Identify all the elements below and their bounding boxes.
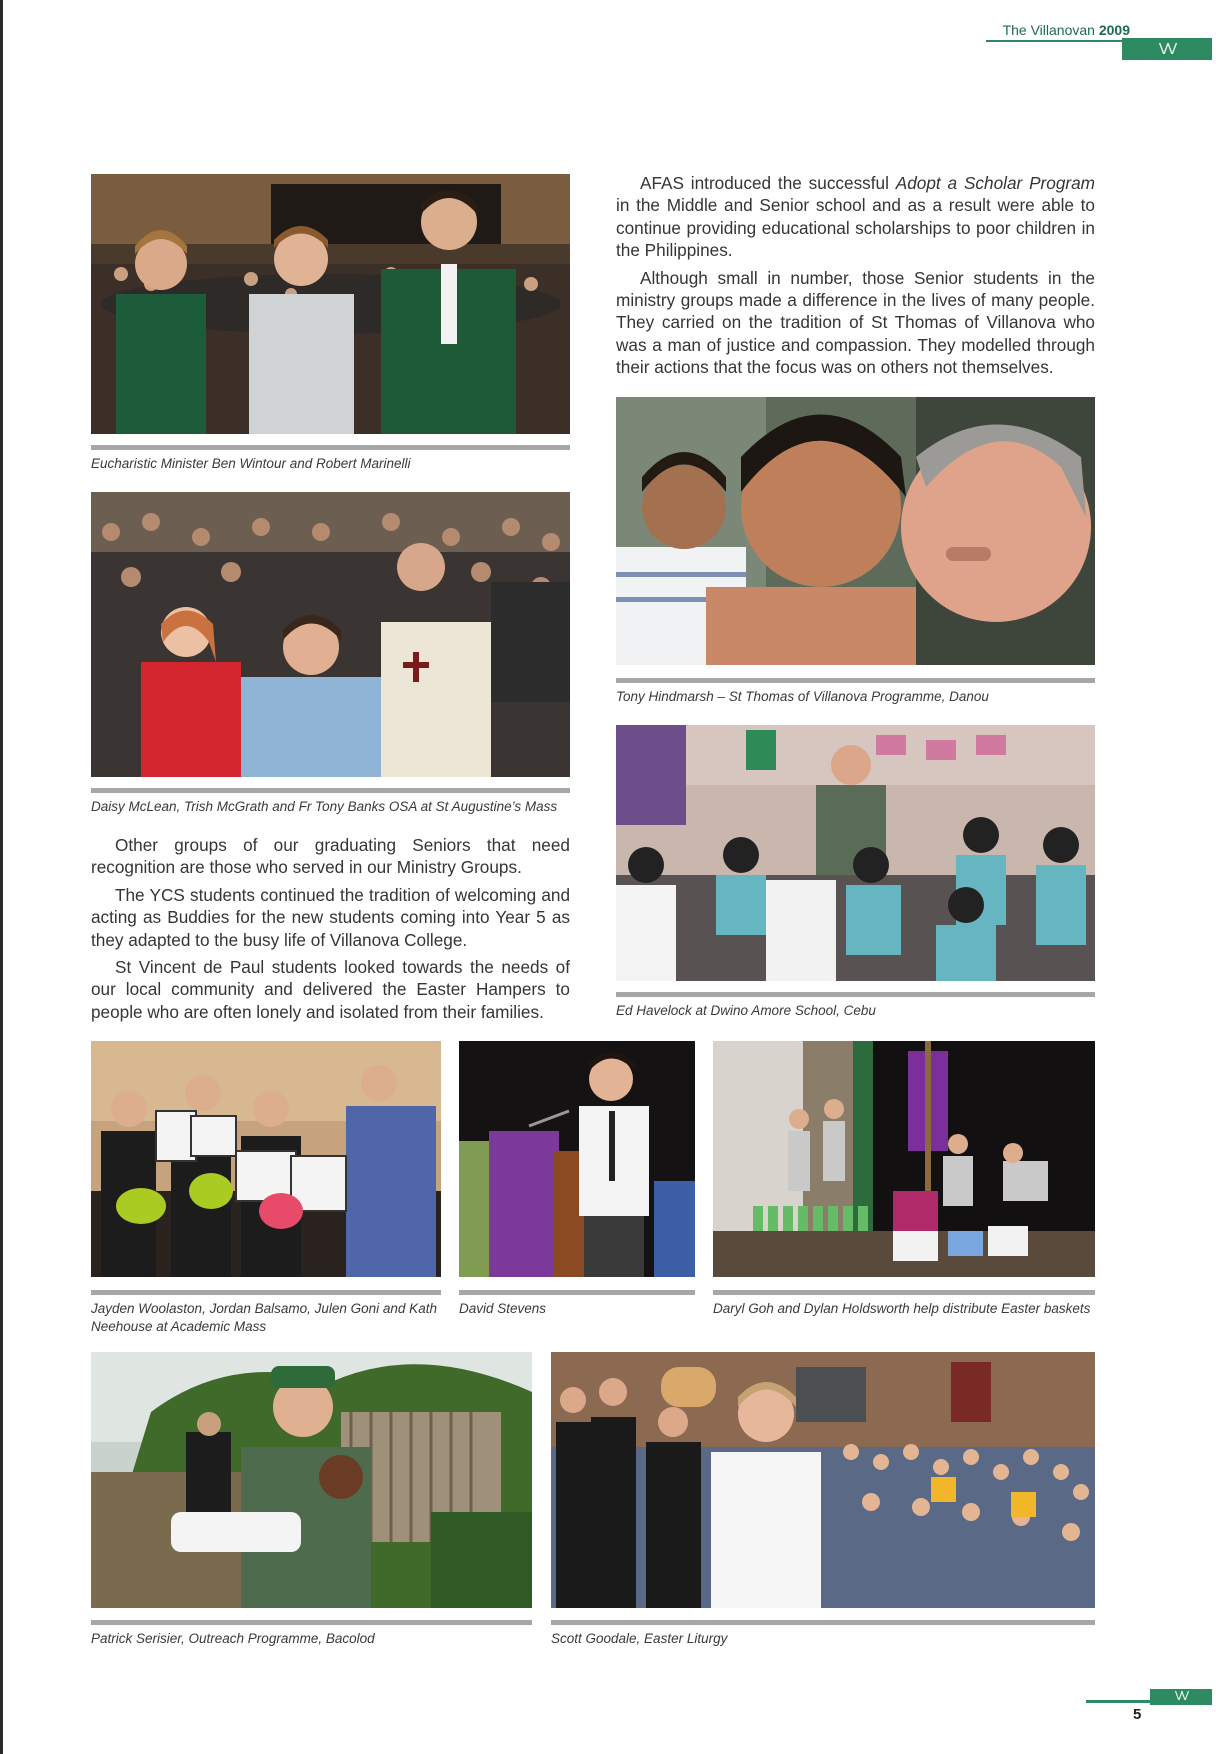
caption-patrick: Patrick Serisier, Outreach Programme, Bacolod [91,1631,375,1646]
photo-david-stevens [459,1041,695,1277]
header-rule [986,40,1130,42]
caption-rule [91,445,570,450]
caption-daisy: Daisy McLean, Trish McGrath and Fr Tony Banks OSA at St Augustine’s Mass [91,799,558,814]
photo-easter-baskets [713,1041,1095,1277]
page-header [986,22,1216,62]
paragraph: Other groups of our graduating Seniors that need recognition are those who served in our Ministry Groups. [91,835,570,878]
caption-rule [616,678,1095,683]
photo-ed-havelock [616,725,1095,981]
footer-rule [1086,1700,1150,1703]
caption-rule [616,992,1095,997]
paragraph-adopt-a-scholar: AFAS introduced the successful Adopt a Scholar Program in the Middle and Senior school and as a result were able to continue providing educational scholarships to poor children in the Philippines. [616,173,1095,261]
caption-rule [91,1290,441,1295]
caption-tony: Tony Hindmarsh – St Thomas of Villanova Programme, Danou [616,689,989,704]
villanova-logo: VV [1174,1689,1188,1703]
caption-rule [91,1620,532,1625]
caption-rule [713,1290,1095,1295]
publication-name: The Villanovan [1002,22,1095,38]
photo-academic-mass [91,1041,441,1277]
right-text-column [616,172,1095,384]
caption-david: David Stevens [459,1301,547,1316]
photo-tony-hindmarsh [616,397,1095,665]
caption-eucharistic: Eucharistic Minister Ben Wintour and Robert Marinelli [91,456,411,471]
photo-scott-goodale [551,1352,1095,1608]
page-edge [0,0,3,1754]
caption-ed: Ed Havelock at Dwino Amore School, Cebu [616,1003,876,1018]
photo-eucharistic-ministers [91,174,570,434]
paragraph: St Vincent de Paul students looked towards the needs of our local community and delivered the Easter Hampers to people who are often lonely and isolated from their families. [91,957,570,1022]
program-name: Adopt a Scholar Program [895,173,1095,193]
villanova-logo: VV [1158,40,1176,58]
footer-logo-block [1150,1689,1212,1705]
caption-daryl: Daryl Goh and Dylan Holdsworth help distribute Easter baskets [713,1301,1091,1316]
header-logo-block [1122,38,1212,60]
caption-rule [551,1620,1095,1625]
left-text-column [91,834,570,1028]
photo-st-augustines-mass [91,492,570,777]
publication-year: 2009 [1098,22,1130,38]
paragraph: Although small in number, those Senior students in the ministry groups made a difference in the lives of many people. They carried on the tradition of St Thomas of Villanova who was a man of justice and compassion. They modelled through their actions that the focus was on others not themselves. [616,267,1095,378]
caption-jayden: Jayden Woolaston, Jordan Balsamo, Julen Goni and Kath Neehouse at Academic Mass [91,1301,437,1334]
paragraph: The YCS students continued the tradition of welcoming and acting as Buddies for the new students coming into Year 5 as they adapted to the busy life of Villanova College. [91,884,570,950]
caption-scott: Scott Goodale, Easter Liturgy [551,1631,728,1646]
photo-patrick-serisier [91,1352,532,1608]
page-number: 5 [1133,1706,1142,1723]
caption-rule [459,1290,695,1295]
caption-rule [91,788,570,793]
publication-title [1003,22,1130,38]
